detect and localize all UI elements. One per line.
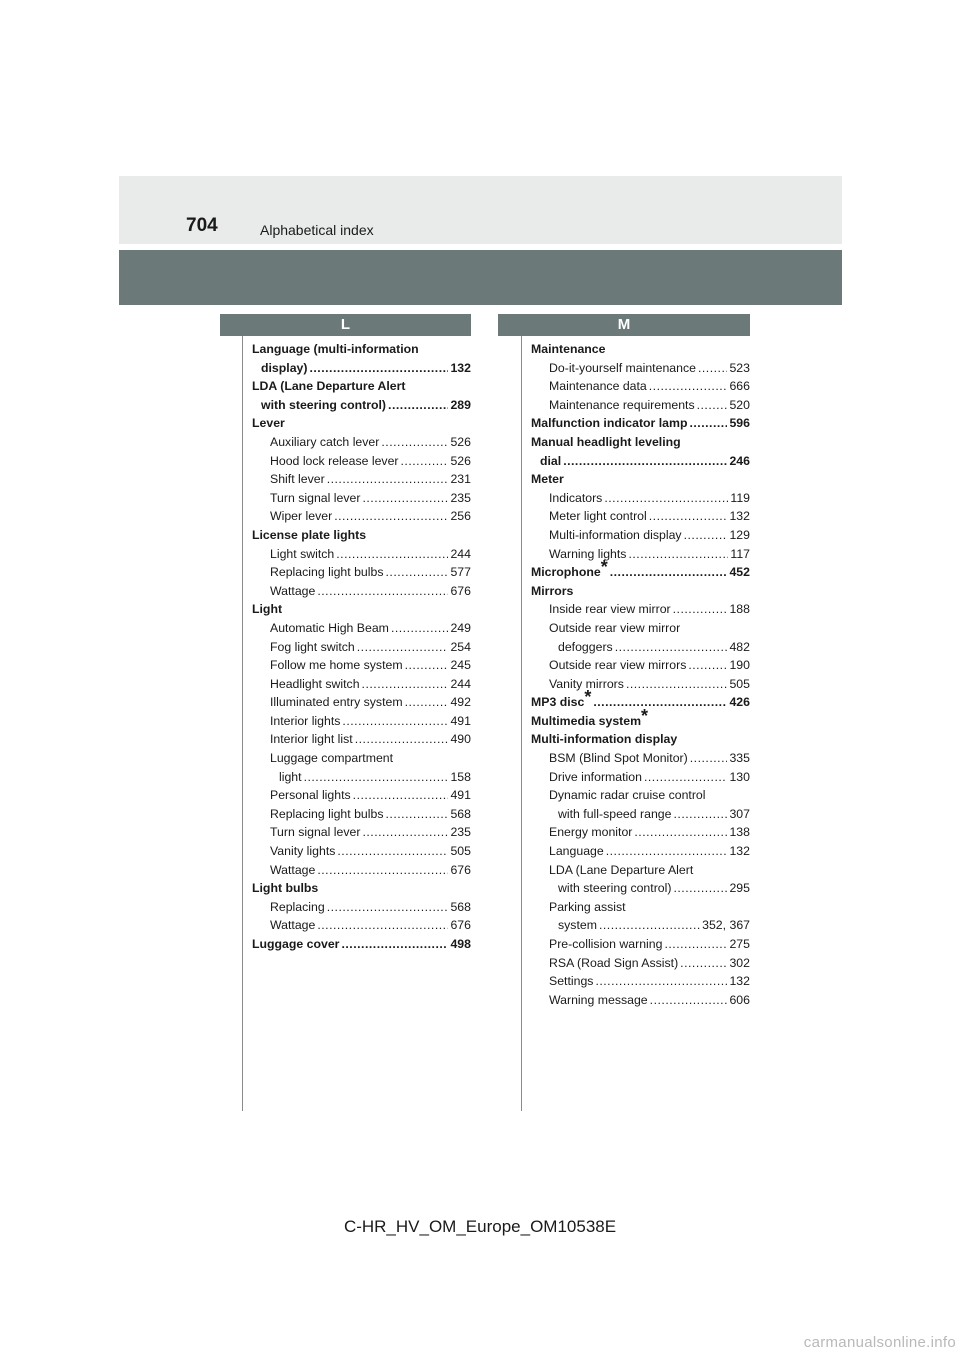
entry-label: Language (multi-information: [252, 342, 419, 356]
dot-leader: [593, 693, 727, 712]
index-entry: [252, 898, 471, 917]
entry-label: Maintenance: [531, 342, 606, 356]
index-entry: [252, 470, 471, 489]
entry-label: Wattage: [270, 862, 316, 877]
index-entry: [531, 340, 750, 359]
index-entry: [252, 805, 471, 824]
page-reference: 289: [450, 397, 471, 412]
page-reference: 244: [450, 546, 471, 561]
entry-label: Follow me home system: [270, 658, 403, 673]
dot-leader: [690, 749, 728, 768]
entry-label: Meter light control: [549, 509, 647, 524]
entry-label: Shift lever: [270, 472, 325, 487]
dot-leader: [664, 935, 727, 954]
index-entry: [531, 805, 750, 824]
entry-label: Replacing: [270, 899, 325, 914]
page-reference: 231: [450, 472, 471, 487]
index-entry: [252, 861, 471, 880]
dot-leader: [336, 545, 448, 564]
entry-label: Replacing light bulbs: [270, 565, 384, 580]
dot-leader: [626, 675, 728, 694]
entry-label: Microphone*: [531, 557, 608, 580]
page-reference: 188: [729, 602, 750, 617]
entry-label: Automatic High Beam: [270, 620, 389, 635]
entry-label: system: [558, 918, 597, 933]
page-reference: 295: [729, 881, 750, 896]
index-entry: [531, 452, 750, 471]
index-entry: [252, 526, 471, 545]
page-reference: 190: [729, 658, 750, 673]
page-reference: 138: [729, 825, 750, 840]
index-entry: [252, 638, 471, 657]
index-entry: [531, 768, 750, 787]
index-entry: [531, 786, 750, 805]
page-reference: 275: [729, 937, 750, 951]
index-entry: [531, 557, 750, 582]
index-entry: [252, 507, 471, 526]
page-reference: 498: [450, 937, 471, 951]
entry-label: Warning message: [549, 992, 648, 1007]
page-reference: 568: [450, 899, 471, 914]
index-entry: [252, 656, 471, 675]
dot-leader: [327, 898, 449, 917]
dot-leader: [649, 377, 728, 396]
index-entry: [531, 414, 750, 433]
index-entry: [531, 861, 750, 880]
index-entry: [252, 582, 471, 601]
index-entry: [531, 582, 750, 601]
index-entry: [252, 916, 471, 935]
entry-label: Warning lights: [549, 546, 627, 561]
entry-label: Parking assist: [549, 899, 626, 914]
entry-label: Fog light switch: [270, 639, 355, 654]
header-band: [119, 176, 842, 244]
entry-label: Wattage: [270, 918, 316, 933]
letter-header-m: M: [498, 314, 750, 336]
page-reference: 568: [450, 806, 471, 821]
index-entry: [252, 563, 471, 582]
entry-label: Multi-information display: [549, 527, 682, 542]
dot-leader: [327, 470, 449, 489]
page-reference: 482: [729, 639, 750, 654]
dot-leader: [355, 730, 449, 749]
dot-leader: [684, 526, 728, 545]
dot-leader: [673, 600, 728, 619]
entry-label: Meter: [531, 472, 564, 487]
entry-label: defoggers: [558, 639, 613, 654]
dot-leader: [385, 563, 448, 582]
entry-label: Pre-collision warning: [549, 937, 663, 951]
entry-label: Outside rear view mirror: [549, 620, 681, 635]
index-entry: [531, 470, 750, 489]
index-entry: [252, 619, 471, 638]
entry-label: Wattage: [270, 583, 316, 598]
dot-leader: [337, 842, 448, 861]
dot-leader: [391, 619, 449, 638]
dot-leader: [304, 768, 449, 787]
page-reference: 130: [729, 769, 750, 784]
entry-label: LDA (Lane Departure Alert: [549, 862, 694, 877]
page-reference: 254: [450, 639, 471, 654]
dot-leader: [615, 638, 728, 657]
index-column-l: [252, 340, 471, 954]
page-reference: 676: [450, 862, 471, 877]
entry-label: Manual headlight leveling: [531, 434, 681, 449]
index-entry: [252, 359, 471, 378]
index-entry: [531, 842, 750, 861]
entry-label: with steering control): [558, 881, 672, 896]
dot-leader: [563, 452, 727, 471]
entry-label: Replacing light bulbs: [270, 806, 384, 821]
entry-label: Lever: [252, 416, 285, 431]
section-title: Alphabetical index: [260, 222, 374, 238]
entry-label: Vanity mirrors: [549, 676, 624, 691]
entry-label: BSM (Blind Spot Monitor): [549, 751, 688, 766]
entry-label: Turn signal lever: [270, 490, 361, 505]
index-entry: [531, 526, 750, 545]
page-reference: 492: [450, 695, 471, 710]
page-reference: 505: [729, 676, 750, 691]
column-divider-left: [242, 336, 243, 1111]
page-reference: 335: [729, 751, 750, 766]
index-entry: [252, 396, 471, 415]
entry-label: Light switch: [270, 546, 335, 561]
dot-leader: [405, 693, 449, 712]
entry-label: light: [279, 769, 302, 784]
dot-leader: [317, 582, 448, 601]
dot-leader: [644, 768, 728, 787]
index-entry: [531, 656, 750, 675]
page-reference: 523: [729, 360, 750, 375]
letter-header-l: L: [220, 314, 471, 336]
index-column-m: [531, 340, 750, 1009]
index-entry: [531, 433, 750, 452]
dot-leader: [688, 656, 727, 675]
entry-label: Multi-information display: [531, 732, 678, 747]
entry-label: with steering control): [261, 397, 387, 412]
dot-leader: [385, 805, 448, 824]
dot-leader: [689, 414, 727, 433]
page-reference: 158: [450, 769, 471, 784]
entry-label: Wiper lever: [270, 509, 333, 524]
entry-label: Vanity lights: [270, 844, 336, 859]
entry-label: dial: [540, 453, 562, 468]
page-reference: 256: [450, 509, 471, 524]
entry-label: Drive information: [549, 769, 642, 784]
index-entry: [252, 600, 471, 619]
index-entry: [531, 972, 750, 991]
dot-leader: [595, 972, 727, 991]
dot-leader: [628, 545, 728, 564]
index-entry: [252, 433, 471, 452]
dot-leader: [381, 433, 448, 452]
index-entry: [252, 823, 471, 842]
page-reference: 452: [729, 565, 750, 580]
dot-leader: [317, 916, 448, 935]
index-entry: [252, 786, 471, 805]
page-number: 704: [186, 215, 218, 236]
page-reference: 491: [450, 713, 471, 728]
entry-label: LDA (Lane Departure Alert: [252, 379, 406, 394]
page-reference: 132: [729, 509, 750, 524]
entry-label: Auxiliary catch lever: [270, 434, 380, 449]
dot-leader: [362, 489, 448, 508]
dot-leader: [649, 507, 728, 526]
entry-label: RSA (Road Sign Assist): [549, 955, 679, 970]
entry-label: Illuminated entry system: [270, 695, 403, 710]
index-entry: [252, 489, 471, 508]
index-entry: [531, 879, 750, 898]
dot-leader: [698, 359, 728, 378]
page-reference: 235: [450, 490, 471, 505]
index-entry: [531, 749, 750, 768]
entry-label: Maintenance requirements: [549, 397, 695, 412]
dot-leader: [357, 638, 449, 657]
index-entry: [252, 768, 471, 787]
index-entry: [252, 749, 471, 768]
entry-label: Energy monitor: [549, 825, 633, 840]
index-entry: [252, 693, 471, 712]
dot-leader: [334, 507, 448, 526]
dot-leader: [604, 489, 728, 508]
index-entry: [531, 675, 750, 694]
dot-leader: [697, 396, 728, 415]
dot-leader: [317, 861, 448, 880]
index-entry: [531, 935, 750, 954]
index-entry: [531, 359, 750, 378]
document-code: C-HR_HV_OM_Europe_OM10538E: [343, 1217, 617, 1236]
page-reference: 132: [450, 360, 471, 375]
index-entry: [252, 452, 471, 471]
page-reference: 526: [450, 453, 471, 468]
watermark: carmanualsonline.info: [803, 1334, 956, 1351]
dot-leader: [342, 712, 448, 731]
dot-leader: [353, 786, 449, 805]
page-reference: 676: [450, 918, 471, 933]
index-entry: [531, 545, 750, 564]
index-entry: [252, 675, 471, 694]
entry-label: Interior lights: [270, 713, 341, 728]
page-reference: 676: [450, 583, 471, 598]
entry-label: Malfunction indicator lamp: [531, 416, 688, 431]
index-entry: [531, 396, 750, 415]
index-entry: [531, 916, 750, 935]
entry-label: Light bulbs: [252, 881, 319, 896]
dot-leader: [405, 656, 449, 675]
dot-leader: [606, 842, 728, 861]
page-reference: 244: [450, 676, 471, 691]
entry-label: Hood lock release lever: [270, 453, 399, 468]
page-reference: 307: [729, 806, 750, 821]
page-reference: 132: [729, 844, 750, 859]
dot-leader: [362, 823, 448, 842]
index-entry: [531, 489, 750, 508]
entry-label: Dynamic radar cruise control: [549, 788, 706, 803]
entry-label: Outside rear view mirrors: [549, 658, 687, 673]
entry-label: display): [261, 360, 308, 375]
entry-label: Do-it-yourself maintenance: [549, 360, 696, 375]
dot-leader: [673, 879, 727, 898]
page-reference: 505: [450, 844, 471, 859]
dot-leader: [650, 991, 728, 1010]
dot-leader: [599, 916, 700, 935]
page-reference: 235: [450, 825, 471, 840]
index-entry: [531, 377, 750, 396]
page-reference: 526: [450, 434, 471, 449]
entry-label: Settings: [549, 974, 594, 989]
entry-label: Maintenance data: [549, 379, 647, 394]
dot-leader: [341, 935, 448, 954]
entry-label: Interior light list: [270, 732, 353, 747]
page-reference: 302: [729, 955, 750, 970]
entry-label: Luggage cover: [252, 937, 340, 951]
page-reference: 491: [450, 788, 471, 803]
page-reference: 352, 367: [702, 918, 750, 933]
page-reference: 426: [729, 695, 750, 710]
page-reference: 577: [450, 565, 471, 580]
index-entry: [531, 507, 750, 526]
index-entry: [252, 414, 471, 433]
entry-label: Luggage compartment: [270, 751, 394, 766]
index-entry: [252, 879, 471, 898]
entry-label: Mirrors: [531, 583, 574, 598]
index-entry: [531, 954, 750, 973]
entry-label: Light: [252, 602, 283, 617]
footnote-star: *: [600, 557, 608, 578]
dot-leader: [388, 396, 448, 415]
index-entry: [531, 898, 750, 917]
footnote-star: *: [584, 687, 592, 708]
page-reference: 490: [450, 732, 471, 747]
index-entry: [531, 600, 750, 619]
dot-leader: [673, 805, 727, 824]
index-entry: [252, 842, 471, 861]
dot-leader: [634, 823, 727, 842]
entry-label: with full-speed range: [558, 806, 672, 821]
entry-label: Personal lights: [270, 788, 351, 803]
index-entry: [252, 935, 471, 954]
index-entry: [531, 730, 750, 749]
entry-label: Headlight switch: [270, 676, 360, 691]
page-reference: 596: [729, 416, 750, 431]
index-entry: [252, 545, 471, 564]
dot-leader: [401, 452, 449, 471]
index-entry: [531, 619, 750, 638]
page-reference: 666: [729, 379, 750, 394]
page-reference: 606: [729, 992, 750, 1007]
page-reference: 132: [729, 974, 750, 989]
page-reference: 245: [450, 658, 471, 673]
index-entry: [252, 712, 471, 731]
dot-leader: [362, 675, 449, 694]
page-reference: 117: [730, 546, 750, 561]
entry-label: Turn signal lever: [270, 825, 361, 840]
index-entry: [531, 823, 750, 842]
page-reference: 246: [729, 453, 750, 468]
index-entry: [252, 730, 471, 749]
dot-leader: [680, 954, 727, 973]
entry-label: MP3 disc*: [531, 687, 592, 710]
entry-label: Indicators: [549, 490, 603, 505]
index-entry: [252, 377, 471, 396]
entry-label: Inside rear view mirror: [549, 602, 671, 617]
section-banner: [119, 250, 842, 305]
index-entry: [252, 340, 471, 359]
page-reference: 249: [450, 620, 471, 635]
index-entry: [531, 705, 750, 731]
index-entry: [531, 638, 750, 657]
dot-leader: [309, 359, 448, 378]
page-reference: 520: [729, 397, 750, 412]
column-divider-right: [521, 336, 522, 1111]
entry-label: License plate lights: [252, 527, 367, 542]
page-reference: 129: [729, 527, 750, 542]
entry-label: Language: [549, 844, 604, 859]
index-entry: [531, 991, 750, 1010]
entry-label: Multimedia system*: [531, 705, 649, 728]
footnote-star: *: [641, 705, 649, 726]
dot-leader: [610, 563, 728, 582]
page-reference: 119: [730, 490, 750, 505]
